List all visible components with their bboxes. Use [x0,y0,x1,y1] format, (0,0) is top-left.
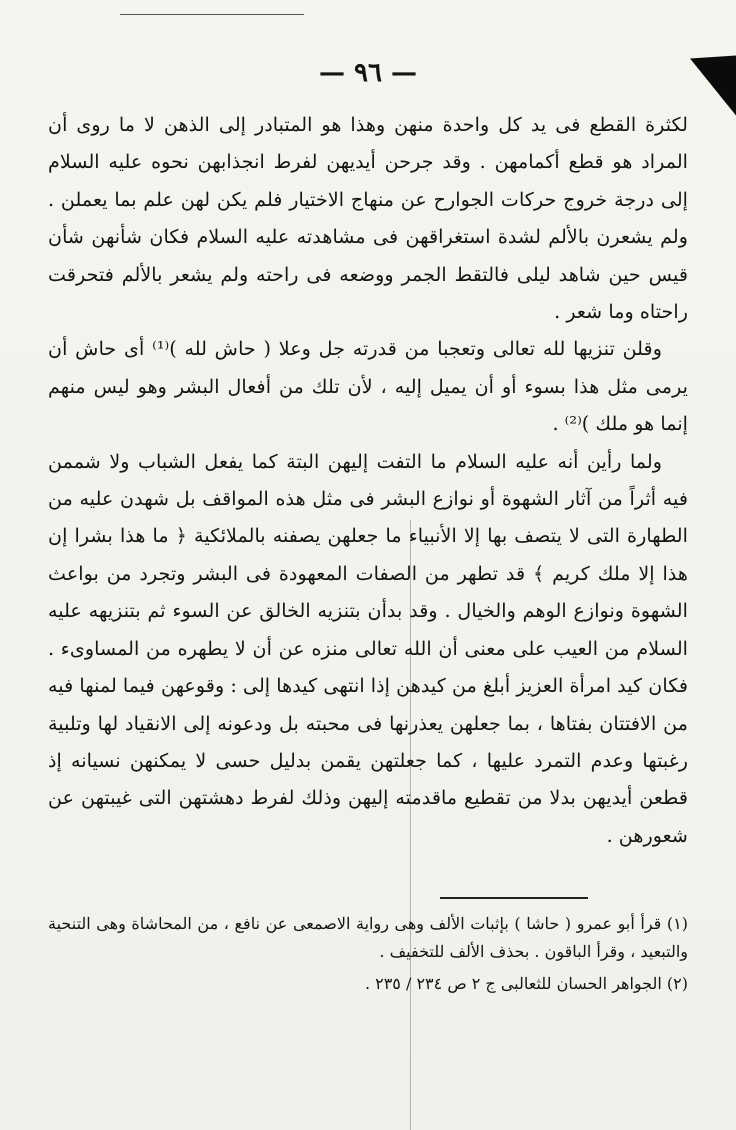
main-text [48,106,688,854]
paragraph: ولما رأين أنه عليه السلام ما التفت إليهن البتة كما يفعل الشباب ولا شممن فيه أثراً من آثار الشهوة أو نوازع البشر فى مثل هذه المواقف بل شهدن عليه من الطهارة التى لا يتصف بها إلا الأنبياء ما جعلهن يصفنه بالملائكية ﴿ ما هذا بشرا إن هذا إلا ملك كريم ﴾ قد تطهر من الصفات المعهودة فى البشر وتجرد من بواعث الشهوة ونوازع الوهم والخيال . وقد بدأن بتنزيه الخالق عن السوء ثم بتنزيهه عليه السلام من العيب على معنى أن الله تعالى منزه عن أن لا يطهره من المساوىء . فكان كيد امرأة العزيز أبلغ من كيدهن إذا انتهى كيدها إلى : وقوعهن فيما لمنها فيه من الافتتان بفتاها ، بما جعلهن يعذرنها فى محبته بل ودعونه إلى الانقياد لها وتلبية رغبتها وعدم التمرد عليها ، كما جعلتهن يقمن بدليل حسى لا يمكنهن نسيانه إذ قطعن أيديهن بدلا من تقطيع ماقدمته إليهن وذلك لفرط دهشتهن التى غيبتهن عن شعورهن . [48,449,688,847]
page-number: — ٩٦ — [318,58,418,88]
footnote-1: (١) قرأ أبو عمرو ( حاشا ) بإثبات الألف وهى رواية الاصمعى عن نافع ، من المحاشاة وهى التنحية والتبعيد ، وقرأ الباقون . بحذف الألف للتخفيف . [48,914,688,961]
paragraph: وقلن تنزيها لله تعالى وتعجبا من قدرته جل وعلا ( حاش لله )⁽¹⁾ أى حاش أن يرمى مثل هذا بسوء أو أن يميل إليه ، لأن تلك من أفعال البشر وهو ليس منهم إنما هو ملك )⁽²⁾ . [48,337,688,436]
footnotes [48,910,688,998]
paragraph: لكثرة القطع فى يد كل واحدة منهن وهذا هو المتبادر إلى الذهن لا ما روى أن المراد هو قطع أكمامهن . وقد جرحن أيديهن لفرط انجذابهن نحوه عليه السلام إلى درجة خروج حركات الجوارح عن منهاج الاختيار فلم يكن لهن علم بما يعملن . ولم يشعرن بالألم لشدة استغراقهن فى مشاهدته عليه السلام فكان شأنهن شأن قيس حين شاهد ليلى فالتقط الجمر ووضعه فى راحته ولم يشعر بالألم فتحرقت راحتاه وما شعر . [48,113,688,324]
top-rule [120,14,304,15]
footnote-rule [440,897,588,899]
footnote-2: (٢) الجواهر الحسان للثعالبى ج ٢ ص ٢٣٤ / ٢٣٥ . [364,974,688,993]
